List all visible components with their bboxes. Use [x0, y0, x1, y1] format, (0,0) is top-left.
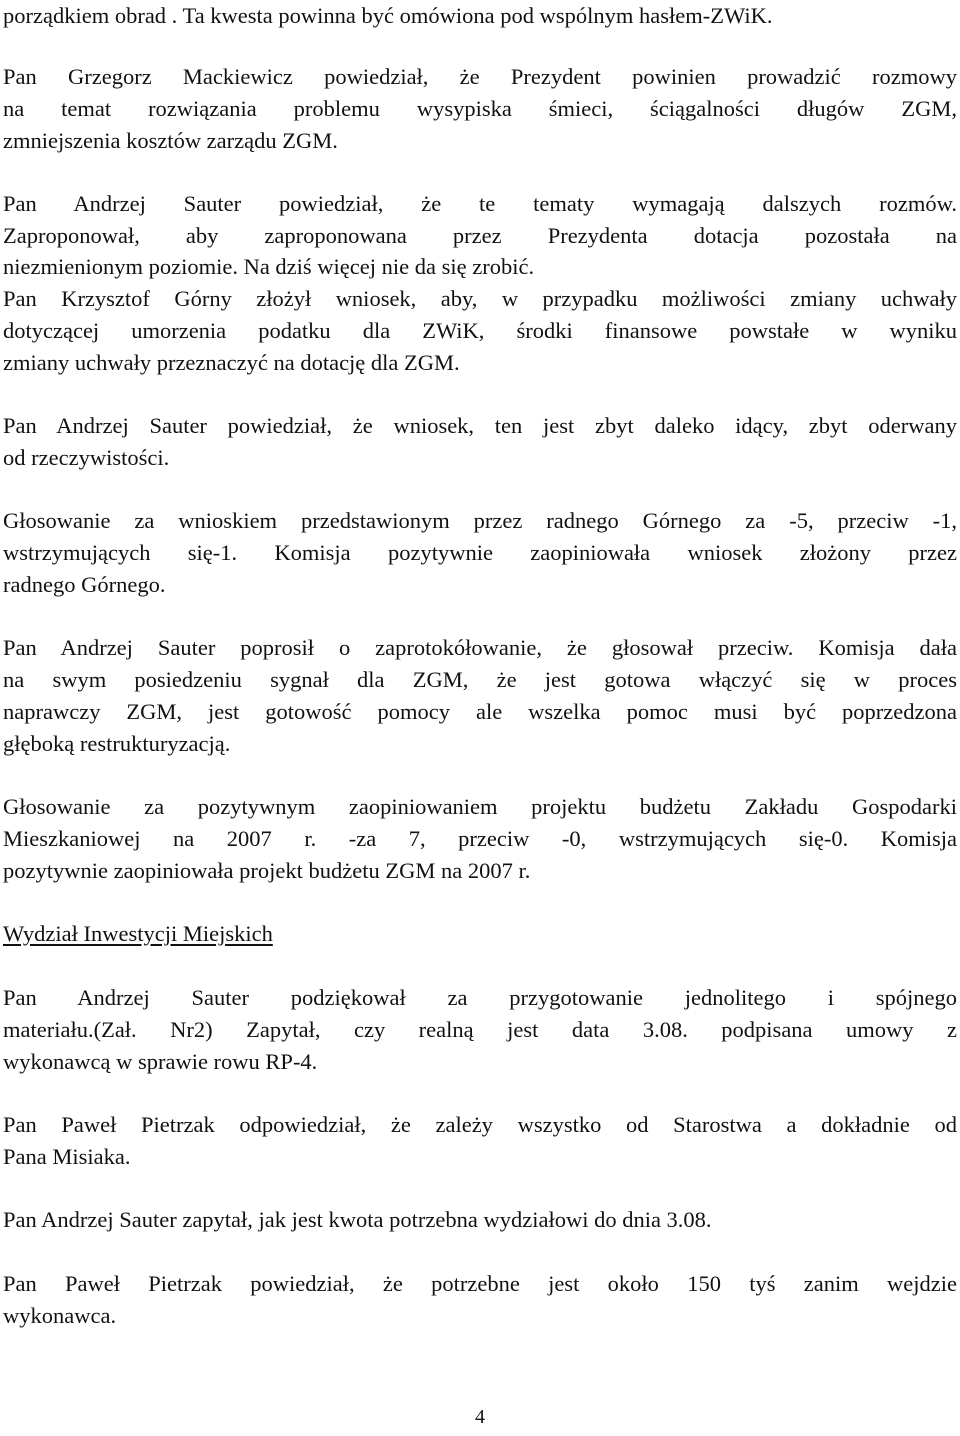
text-line: Pan Andrzej Sauter zapytał, jak jest kwota potrzebna wydziałowi do dnia 3.08.	[3, 1207, 712, 1232]
text-line: Głosowanie za wnioskiem przedstawionym przez radnego Górnego za -5, przeciw -1,	[3, 508, 957, 533]
section-heading-text: Wydział Inwestycji Miejskich	[3, 921, 273, 946]
text-line: naprawczy ZGM, jest gotowość pomocy ale wszelka pomoc musi być poprzedzona	[3, 699, 957, 724]
text-line: Pan Andrzej Sauter podziękował za przygotowanie jednolitego i spójnego	[3, 985, 957, 1010]
text-line: głęboką restrukturyzacją.	[3, 731, 231, 756]
text-line: radnego Górnego.	[3, 572, 166, 597]
text-line: niezmienionym poziomie. Na dziś więcej nie da się zrobić.	[3, 254, 535, 279]
text-line: pozytywnie zaopiniowała projekt budżetu ZGM na 2007 r.	[3, 858, 531, 883]
text-line: zmiany uchwały przeznaczyć na dotację dla ZGM.	[3, 350, 460, 375]
text-line: Mieszkaniowej na 2007 r. -za 7, przeciw -0, wstrzymujących się-0. Komisja	[3, 826, 957, 851]
text-line: materiału.(Zał. Nr2) Zapytał, czy realną jest data 3.08. podpisana umowy z	[3, 1017, 957, 1042]
text-line: Pan Andrzej Sauter poprosił o zaprotokółowanie, że głosował przeciw. Komisja dała	[3, 635, 957, 660]
text-line: Pan Andrzej Sauter powiedział, że wniosek, ten jest zbyt daleko idący, zbyt oderwany	[3, 413, 957, 438]
text-line: Pan Grzegorz Mackiewicz powiedział, że Prezydent powinien prowadzić rozmowy	[3, 64, 957, 89]
text-line: zmniejszenia kosztów zarządu ZGM.	[3, 128, 338, 153]
text-line: na temat rozwiązania problemu wysypiska śmieci, ściągalności długów ZGM,	[3, 96, 957, 121]
text-line: wykonawca.	[3, 1303, 117, 1328]
text-line: od rzeczywistości.	[3, 445, 170, 470]
text-line: wykonawcą w sprawie rowu RP-4.	[3, 1049, 318, 1074]
text-line: Pan Krzysztof Górny złożył wniosek, aby, w przypadku możliwości zmiany uchwały	[3, 286, 957, 311]
text-line: Głosowanie za pozytywnym zaopiniowaniem projektu budżetu Zakładu Gospodarki	[3, 794, 957, 819]
text-line: na swym posiedzeniu sygnał dla ZGM, że jest gotowa włączyć się w proces	[3, 667, 957, 692]
text-line: porządkiem obrad . Ta kwesta powinna być omówiona pod wspólnym hasłem-ZWiK.	[3, 3, 773, 28]
text-line: Zaproponował, aby zaproponowana przez Prezydenta dotacja pozostała na	[3, 223, 957, 248]
text-line: Pan Paweł Pietrzak powiedział, że potrzebne jest około 150 tyś zanim wejdzie	[3, 1271, 957, 1296]
text-line: Pana Misiaka.	[3, 1144, 131, 1169]
text-line: dotyczącej umorzenia podatku dla ZWiK, środki finansowe powstałe w wyniku	[3, 318, 957, 343]
text-line: wstrzymujących się-1. Komisja pozytywnie zaopiniowała wniosek złożony przez	[3, 540, 957, 565]
text-line: Pan Paweł Pietrzak odpowiedział, że zależy wszystko od Starostwa a dokładnie od	[3, 1112, 957, 1137]
section-heading	[3, 918, 957, 949]
page-number: 4	[475, 1406, 485, 1428]
text-line: Pan Andrzej Sauter powiedział, że te tematy wymagają dalszych rozmów.	[3, 191, 957, 216]
